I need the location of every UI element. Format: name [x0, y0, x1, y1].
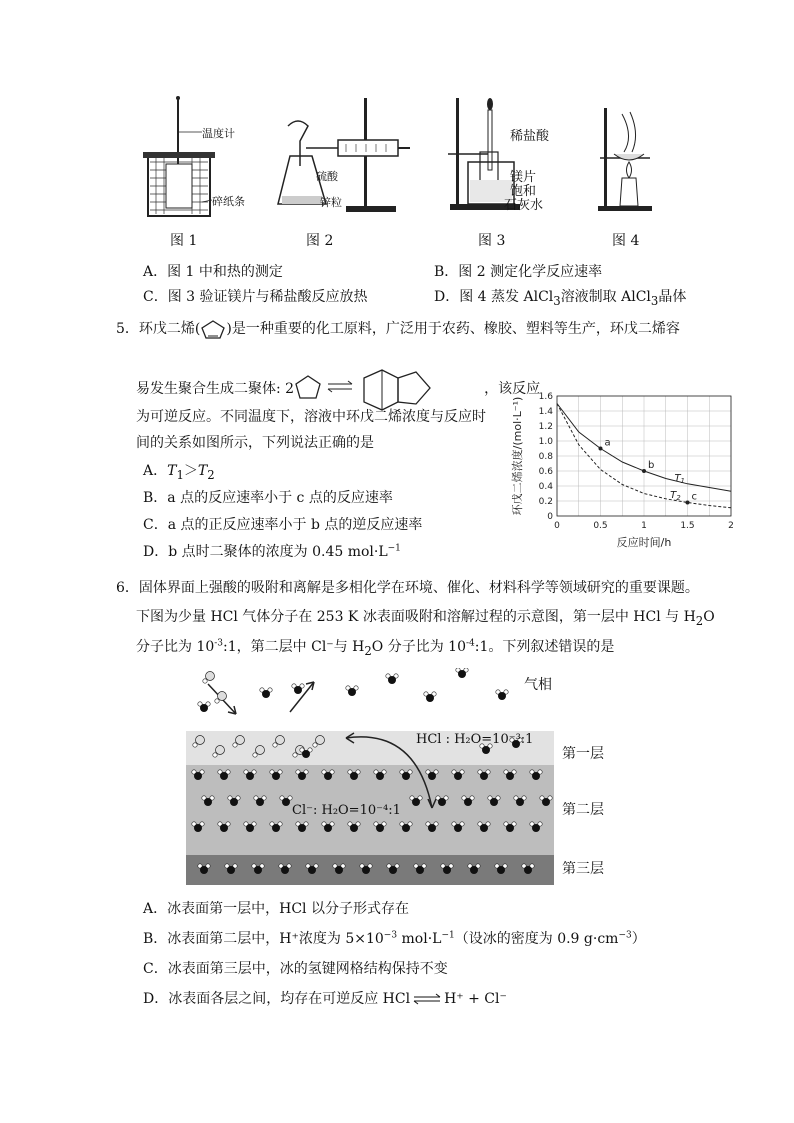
x-tick-label: 2 [728, 521, 734, 531]
q4-option-d: D．图 4 蒸发 AlCl$_3$溶液制取 AlCl$_3$晶体 [434, 289, 687, 308]
label-sulfuric-acid: 硫酸 [316, 170, 338, 183]
figure-1-caption: 图 1 [170, 233, 198, 249]
q6-line1: 6．固体界面上强酸的吸附和离解是多相化学在环境、催化、材料科学等领域研究的重要课题。 [116, 580, 699, 596]
label-layer-2: 第二层 [562, 802, 604, 818]
y-tick-label: 1.6 [538, 392, 553, 402]
label-ratio-layer-2: Cl⁻: H₂O=10⁻⁴:1 [292, 803, 401, 818]
label-gas-phase: 气相 [524, 677, 552, 693]
data-point-label-c: c [691, 491, 697, 503]
q5-option-d: D．b 点时二聚体的浓度为 0.45 $mol\cdot L^{-1}$ [143, 543, 401, 560]
data-point-a [599, 447, 603, 451]
q4-option-a: A．图 1 中和热的测定 [143, 264, 283, 280]
q4-option-c: C．图 3 验证镁片与稀盐酸反应放热 [143, 289, 368, 305]
q5-line4: 间的关系如图所示，下列说法正确的是 [136, 435, 374, 451]
y-tick-label: 1.0 [538, 437, 553, 447]
q4-option-b: B．图 2 测定化学反应速率 [434, 264, 603, 280]
equilibrium-arrow-icon [413, 993, 441, 1005]
y-tick-label: 0.6 [538, 467, 553, 477]
series-label-1: $T_1$ [674, 472, 686, 485]
figure-2-caption: 图 2 [306, 233, 334, 249]
q5-line2: 易发生聚合生成二聚体: 2 ，该反应 [136, 364, 540, 414]
data-point-b [642, 469, 646, 473]
figure-4-apparatus [594, 106, 656, 214]
q6-line2: 下图为少量 HCl 气体分子在 253 K 冰表面吸附和溶解过程的示意图，第一层中 HCl 与 $H_2O$ [136, 609, 715, 628]
q5-option-b: B．a 点的反应速率小于 c 点的反应速率 [143, 490, 393, 506]
y-tick-label: 0 [547, 512, 553, 522]
x-tick-label: 0.5 [593, 521, 608, 531]
water-molecule-icon [346, 686, 358, 696]
data-point-c [686, 501, 690, 505]
water-molecule-icon [260, 688, 272, 698]
water-molecule-icon [424, 692, 436, 702]
label-zinc: 锌粒 [320, 196, 342, 209]
y-tick-label: 1.4 [538, 407, 553, 417]
q6-option-c: C．冰表面第三层中，冰的氢键网格结构保持不变 [143, 961, 448, 977]
q6-option-b: B．冰表面第二层中，H⁺浓度为 $5\times 10^{-3}$ $mol\cdot L^{-1}$（设冰的密度为 0.9 $g\cdot cm^{-3}$） [143, 930, 646, 947]
label-ratio-layer-1: HCl : H₂O=10⁻³:1 [416, 732, 534, 747]
label-magnesium: 镁片 [510, 170, 537, 185]
water-molecule-icon [292, 684, 304, 694]
y-axis-label: 环戊二烯浓度/(mol·L⁻¹) [511, 396, 524, 516]
y-tick-label: 0.2 [538, 497, 553, 507]
series-label-2: $T_2$ [670, 490, 681, 502]
x-tick-label: 1.5 [680, 521, 695, 531]
label-layer-3: 第三层 [562, 861, 604, 877]
figure-2-apparatus [268, 96, 418, 216]
y-tick-label: 0.8 [538, 452, 553, 462]
x-tick-label: 0 [554, 521, 560, 531]
label-thermometer: 温度计 [202, 127, 235, 140]
concentration-chart [505, 386, 745, 556]
figure-4-caption: 图 4 [612, 233, 640, 249]
x-tick-label: 1 [641, 521, 647, 531]
y-tick-label: 1.2 [538, 422, 553, 432]
q5-option-c: C．a 点的正反应速率小于 b 点的逆反应速率 [143, 517, 423, 533]
hcl-molecule-icon [203, 672, 215, 684]
label-layer-1: 第一层 [562, 746, 604, 762]
water-molecule-icon [456, 668, 468, 678]
label-dilute-hcl: 稀盐酸 [510, 129, 550, 144]
data-point-label-a: a [604, 437, 611, 449]
cyclopentadiene-icon [200, 319, 226, 339]
figure-3-apparatus [448, 96, 568, 214]
q6-option-d: D．冰表面各层之间，均存在可逆反应 HCl H⁺ + Cl⁻ [143, 991, 507, 1007]
y-tick-label: 0.4 [538, 482, 553, 492]
water-molecule-icon [198, 702, 210, 712]
label-limewater: 石灰水 [504, 198, 544, 213]
q6-line3: 分子比为 $10^{-3}:1$，第二层中 Cl⁻与 $H_2O$ 分子比为 $10^{-4}:1$。下列叙述错误的是 [136, 638, 615, 658]
figure-1-calorimeter [140, 92, 250, 222]
figure-3-caption: 图 3 [478, 233, 506, 249]
water-molecule-icon [496, 690, 508, 700]
water-molecule-icon [386, 674, 398, 684]
data-point-label-b: b [648, 460, 655, 471]
q6-option-a: A．冰表面第一层中，HCl 以分子形式存在 [143, 901, 409, 917]
label-saturated: 饱和 [510, 184, 537, 199]
q5-option-a: A．$T_1>T_2$ [143, 463, 215, 482]
q5-line3: 为可逆反应。不同温度下，溶液中环戊二烯浓度与反应时 [136, 409, 486, 425]
x-axis-label: 反应时间/h [616, 536, 672, 549]
q5-line1: 5．环戊二烯( )是一种重要的化工原料，广泛用于农药、橡胶、塑料等生产，环戊二烯容 [116, 321, 680, 337]
ice-surface-diagram [186, 668, 606, 888]
label-paper-strips: 碎纸条 [212, 195, 245, 208]
